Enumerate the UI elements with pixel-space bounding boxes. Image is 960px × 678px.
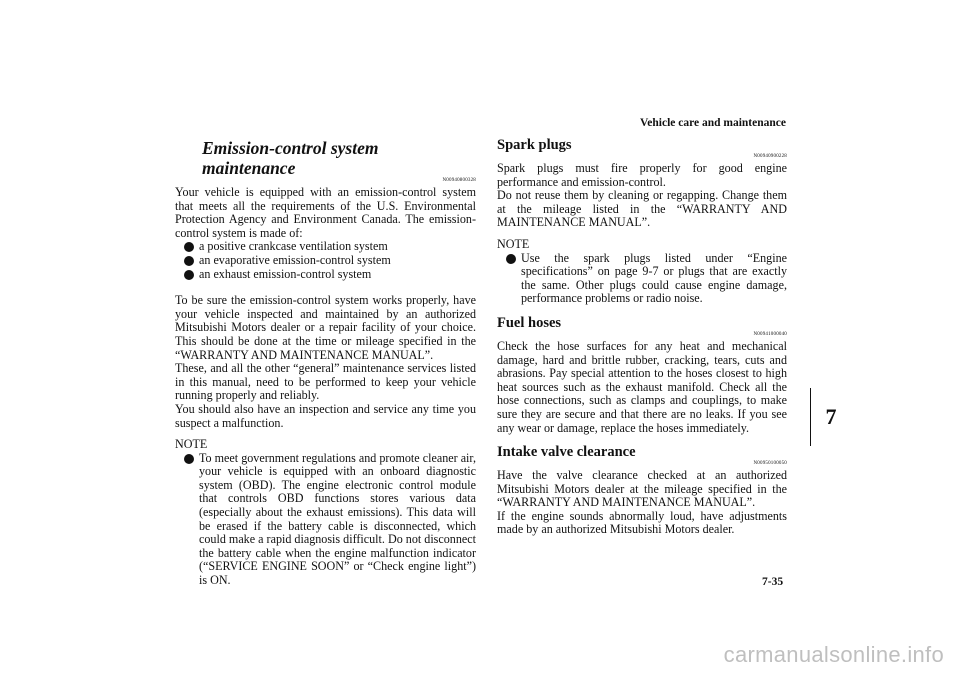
bullet-icon (184, 454, 194, 464)
intake-para-1: Have the valve clearance checked at an authorized Mitsubishi Motors dealer at the mileage specified in the “WARRANTY AND MAINTENANCE MANUAL”. (497, 468, 787, 510)
emission-para-1: To be sure the emission-control system works properly, have your vehicle inspected and maintained by an authorized Mitsubishi Motors dealer or a repair facility of your choice. This should be done at the time or mileage specified in the “WARRANTY AND MAINTENANCE MANUAL”. (175, 293, 476, 362)
left-column (175, 136, 476, 588)
intake-para-2: If the engine sounds abnormally loud, have adjustments made by an authorized Mitsubishi Motors dealer. (497, 508, 787, 537)
bullet-icon (184, 242, 194, 252)
spark-para-2: Do not reuse them by cleaning or regapping. Change them at the mileage listed in the “WARRANTY AND MAINTENANCE MANUAL”. (497, 188, 787, 230)
section-title-emission: Emission-control system maintenance (202, 138, 379, 178)
section-code: N00940900228 (753, 154, 787, 159)
chapter-header: Vehicle care and maintenance (640, 117, 786, 129)
bullet-icon (184, 270, 194, 280)
list-item: a positive crankcase ventilation system (175, 240, 476, 254)
emission-intro: Your vehicle is equipped with an emission-control system that meets all the requirements of the U.S. Environmental Protection Agency and Environment Canada. The emission-control system is made of: (175, 185, 476, 240)
section-code: N00941000040 (753, 331, 787, 337)
section-code: N00950100050 (753, 461, 787, 467)
bullet-icon (506, 254, 516, 264)
note-label: NOTE (497, 236, 530, 251)
note-spark-plugs: Use the spark plugs listed under “Engine specifications” on page 9-7 or plugs that are exactly the same. Other plugs could cause engine damage, performance problems or radio noise. (497, 252, 787, 306)
right-column (497, 136, 787, 537)
note-label: NOTE (175, 437, 208, 452)
page-number: 7-35 (762, 576, 784, 588)
section-title-intake-valve: Intake valve clearance (497, 444, 636, 461)
section-title-spark-plugs: Spark plugs (497, 137, 572, 153)
list-item: an evaporative emission-control system (175, 254, 476, 268)
fuel-para: Check the hose surfaces for any heat and mechanical damage, hard and brittle rubber, cracking, tears, cuts and abrasions. Pay special attention to the hoses closest to high heat sources such as the exhaust manifold. Check all the hose connections, such as clamps and couplings, to make sure they are secure and that there are no leaks. If you see any wear or damage, replace the hoses immediately. (497, 338, 787, 435)
section-title-fuel-hoses: Fuel hoses (497, 314, 562, 331)
emission-para-3: You should also have an inspection and service any time you suspect a malfunction. (175, 401, 476, 430)
section-code: N00940800328 (442, 178, 476, 183)
bullet-icon (184, 256, 194, 266)
spark-para-1: Spark plugs must fire properly for good engine performance and emission-control. (497, 161, 787, 189)
chapter-tab: 7 (810, 388, 851, 446)
emission-system-list (175, 240, 476, 281)
list-item: an exhaust emission-control system (175, 268, 476, 282)
note-obd: To meet government regulations and promote cleaner air, your vehicle is equipped with an onboard diagnostic system (OBD). The engine electronic control module that controls OBD functions stores various data (especially about the exhaust emissions). This data will be erased if the battery cable is disconnected, which could make a rapid diagnosis difficult. Do not disconnect the battery cable when the engine malfunction indicator (“SERVICE ENGINE SOON” or “Check engine light”) is ON. (175, 452, 476, 588)
watermark: carmanualsonline.info (723, 642, 944, 667)
emission-para-2: These, and all the other “general” maintenance services listed in this manual, need to be performed to keep your vehicle running properly and reliably. (175, 361, 476, 403)
